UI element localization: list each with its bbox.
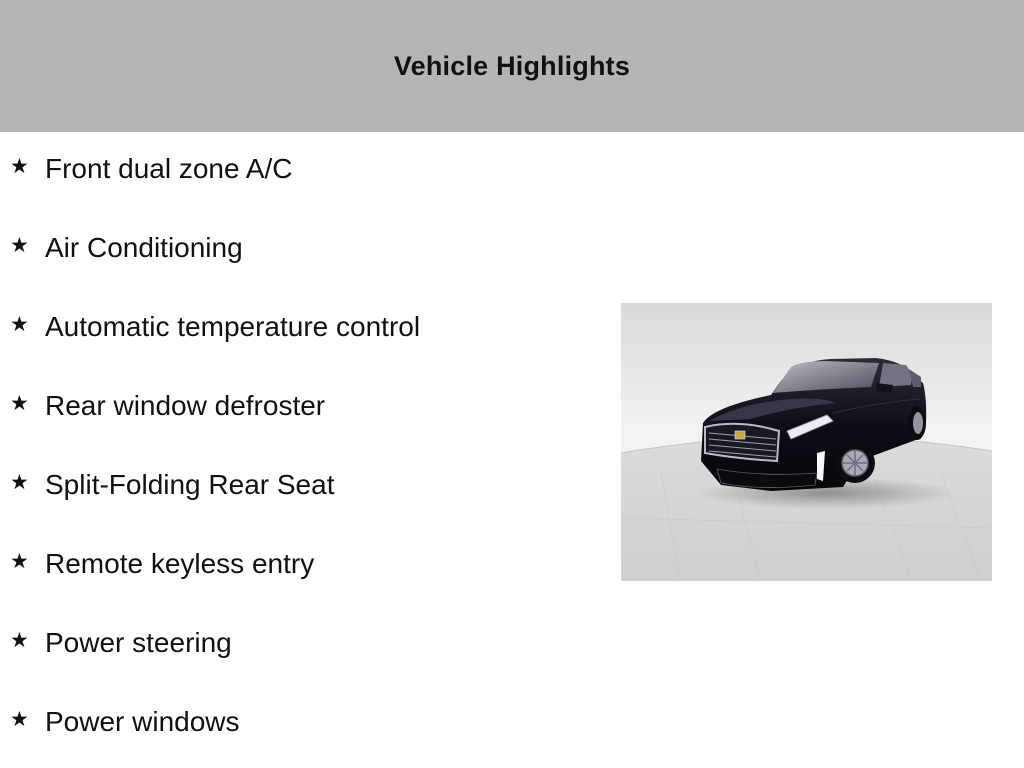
feature-label: Power steering [45,627,232,658]
feature-label: Split-Folding Rear Seat [45,469,335,500]
car-image [621,303,992,581]
feature-item [0,211,600,290]
star-icon: ★ [10,550,29,573]
feature-item [0,606,600,685]
star-icon: ★ [10,392,29,415]
feature-label: Automatic temperature control [45,311,421,342]
page-title: Vehicle Highlights [393,50,631,81]
feature-list [0,132,600,764]
feature-item [0,290,600,369]
star-icon: ★ [10,155,29,178]
feature-label: Rear window defroster [45,390,326,421]
vehicle-photo [621,303,992,581]
feature-item [0,685,600,764]
feature-item [0,448,600,527]
feature-item [0,132,600,211]
feature-item [0,527,600,606]
star-icon: ★ [10,234,29,257]
feature-label: Air Conditioning [45,232,243,263]
feature-item [0,369,600,448]
star-icon: ★ [10,708,29,731]
feature-label: Remote keyless entry [45,548,315,579]
star-icon: ★ [10,313,29,336]
feature-label: Power windows [45,706,240,737]
star-icon: ★ [10,629,29,652]
star-icon: ★ [10,471,29,494]
page-header [0,0,1024,132]
feature-label: Front dual zone A/C [45,153,293,184]
